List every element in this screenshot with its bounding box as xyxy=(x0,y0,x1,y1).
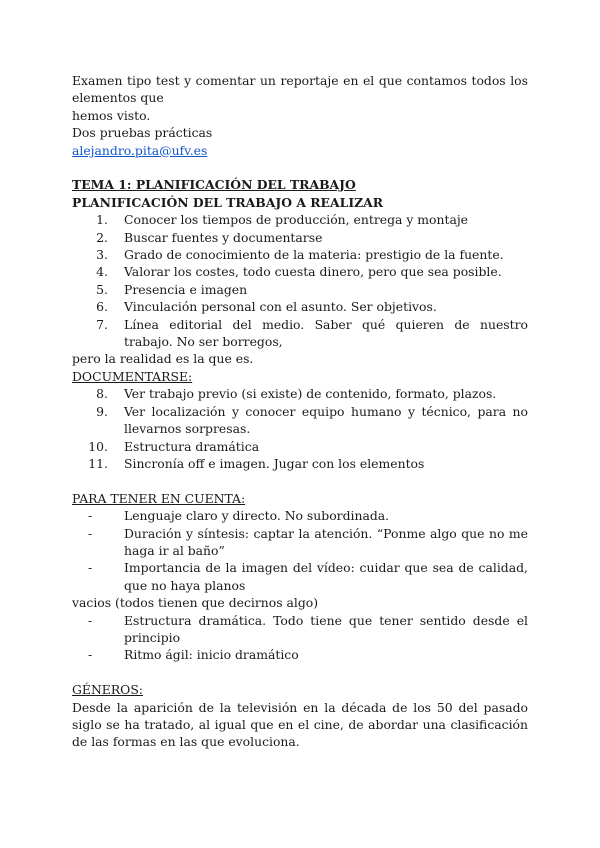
list-item xyxy=(72,281,528,298)
item-number: 11. xyxy=(88,455,108,471)
list-item xyxy=(72,316,528,351)
item-text: Presencia e imagen xyxy=(124,281,248,297)
tema1-heading: TEMA 1: PLANIFICACIÓN DEL TRABAJO xyxy=(72,177,356,193)
item-number: 1. xyxy=(96,212,108,228)
email-line xyxy=(72,142,528,159)
list-item xyxy=(72,246,528,263)
list-item xyxy=(72,403,528,438)
planificacion-list xyxy=(72,211,528,350)
item-bullet: - xyxy=(88,560,93,576)
item-text: Ver trabajo previo (si existe) de contenido, formato, plazos. xyxy=(124,386,497,402)
tener-en-cuenta-continuation: vacios (todos tienen que decirnos algo) xyxy=(72,595,319,611)
item-number: 9. xyxy=(96,403,108,419)
generos-heading: GÉNEROS: xyxy=(72,682,143,698)
list-item xyxy=(72,612,528,647)
list-item xyxy=(72,211,528,228)
list-item xyxy=(72,559,528,594)
item-bullet: - xyxy=(88,525,93,541)
spacer xyxy=(72,159,528,176)
list-item xyxy=(72,646,528,663)
item-text: Valorar los costes, todo cuesta dinero, pero que sea posible. xyxy=(124,264,502,280)
item-number: 2. xyxy=(96,229,108,245)
item-text: Grado de conocimiento de la materia: prestigio de la fuente. xyxy=(124,247,504,263)
intro-line-3: Dos pruebas prácticas xyxy=(72,125,213,141)
item-text: Conocer los tiempos de producción, entrega y montaje xyxy=(124,212,469,228)
item-text: Línea editorial del medio. Saber qué quieren de nuestro trabajo. No ser borregos, xyxy=(124,316,528,350)
list-item xyxy=(72,438,528,455)
item-text: Importancia de la imagen del vídeo: cuidar que sea de calidad, que no haya planos xyxy=(124,560,528,593)
item-text: Ritmo ágil: inicio dramático xyxy=(124,647,299,663)
tener-en-cuenta-list-a xyxy=(72,507,528,594)
spacer xyxy=(72,472,528,489)
tema1-subheading: PLANIFICACIÓN DEL TRABAJO A REALIZAR xyxy=(72,194,384,210)
list-item xyxy=(72,385,528,402)
intro-line-1: Examen tipo test y comentar un reportaje en el que contamos todos los elementos que xyxy=(72,73,528,106)
document-body xyxy=(72,72,528,751)
email-link[interactable]: alejandro.pita@ufv.es xyxy=(72,142,208,158)
item-text: Duración y síntesis: captar la atención. “Ponme algo que no me haga ir al baño” xyxy=(124,525,528,558)
item-number: 8. xyxy=(96,386,108,402)
tema1-continuation: pero la realidad es la que es. xyxy=(72,351,254,367)
item-bullet: - xyxy=(88,647,93,663)
list-item xyxy=(72,229,528,246)
list-item xyxy=(72,507,528,524)
item-text: Buscar fuentes y documentarse xyxy=(124,229,323,245)
generos-paragraph: Desde la aparición de la televisión en la década de los 50 del pasado siglo se ha tratado, al igual que en el cine, de abordar una clasificación de las formas en las que evoluciona. xyxy=(72,699,528,750)
documentarse-heading: DOCUMENTARSE: xyxy=(72,368,193,384)
item-bullet: - xyxy=(88,612,93,628)
spacer xyxy=(72,664,528,681)
item-number: 6. xyxy=(96,299,108,315)
item-number: 5. xyxy=(96,281,108,297)
list-item xyxy=(72,525,528,560)
item-text: Estructura dramática xyxy=(124,438,260,454)
list-item xyxy=(72,455,528,472)
item-text: Ver localización y conocer equipo humano y técnico, para no llevarnos sorpresas. xyxy=(124,403,528,437)
item-number: 10. xyxy=(88,438,108,454)
item-text: Estructura dramática. Todo tiene que tener sentido desde el principio xyxy=(124,612,528,645)
item-number: 3. xyxy=(96,247,108,263)
tener-en-cuenta-heading: PARA TENER EN CUENTA: xyxy=(72,490,246,506)
item-number: 4. xyxy=(96,264,108,280)
intro-line-2: hemos visto. xyxy=(72,107,151,123)
documentarse-list xyxy=(72,385,528,472)
list-item xyxy=(72,263,528,280)
item-number: 7. xyxy=(96,316,108,332)
item-text: Sincronía off e imagen. Jugar con los elementos xyxy=(124,455,425,471)
list-item xyxy=(72,298,528,315)
item-text: Vinculación personal con el asunto. Ser objetivos. xyxy=(124,299,437,315)
tener-en-cuenta-list-b xyxy=(72,612,528,664)
item-bullet: - xyxy=(88,508,93,524)
item-text: Lenguaje claro y directo. No subordinada. xyxy=(124,508,390,524)
